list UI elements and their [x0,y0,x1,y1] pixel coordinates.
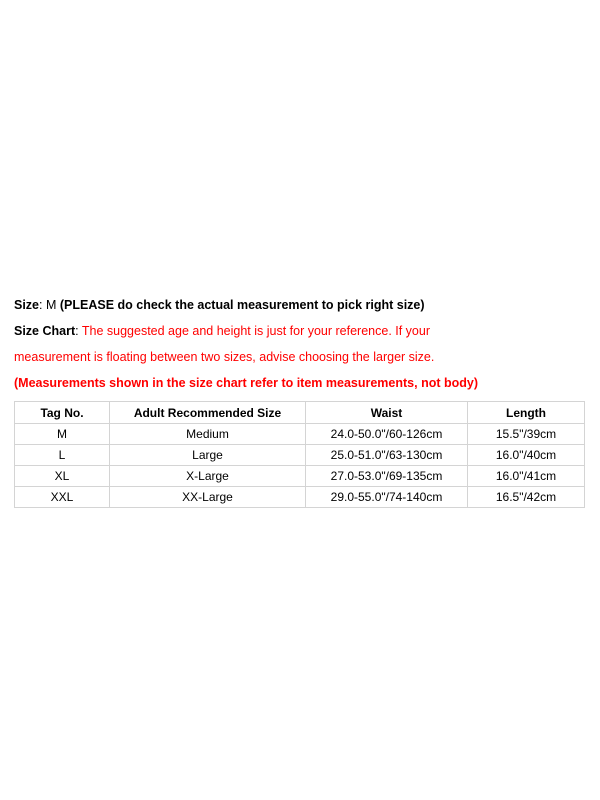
header-waist: Waist [306,402,468,424]
size-label: Size [14,298,40,312]
size-chart-label: Size Chart [14,324,76,338]
cell-size: X-Large [110,466,306,487]
table-row [15,466,585,487]
cell-length: 16.5"/42cm [468,487,585,508]
header-tag-no: Tag No. [15,402,110,424]
size-chart-line [14,318,584,344]
size-line [14,292,584,318]
cell-waist: 25.0-51.0"/63-130cm [306,445,468,466]
cell-waist: 27.0-53.0"/69-135cm [306,466,468,487]
table-row [15,487,585,508]
size-chart-text-line1: The suggested age and height is just for your reference. If your [81,324,430,338]
cell-length: 16.0"/41cm [468,466,585,487]
table-row [15,445,585,466]
cell-tag: XL [15,466,110,487]
cell-tag: M [15,424,110,445]
size-value: M [45,298,57,312]
cell-size: Medium [110,424,306,445]
table-header-row [15,402,585,424]
cell-size: Large [110,445,306,466]
table-row [15,424,585,445]
cell-waist: 24.0-50.0"/60-126cm [306,424,468,445]
size-chart-text-line2: measurement is floating between two sizes, advise choosing the larger size. [14,350,435,364]
size-note: (PLEASE do check the actual measurement to pick right size) [56,298,425,312]
header-adult-size: Adult Recommended Size [110,402,306,424]
cell-waist: 29.0-55.0"/74-140cm [306,487,468,508]
cell-tag: XXL [15,487,110,508]
cell-size: XX-Large [110,487,306,508]
size-info-block [14,292,584,508]
size-colon: : [39,298,46,312]
size-chart-colon: : [75,324,82,338]
cell-tag: L [15,445,110,466]
header-length: Length [468,402,585,424]
size-table [14,401,585,508]
cell-length: 16.0"/40cm [468,445,585,466]
cell-length: 15.5"/39cm [468,424,585,445]
measurement-notice: (Measurements shown in the size chart refer to item measurements, not body) [14,376,478,390]
